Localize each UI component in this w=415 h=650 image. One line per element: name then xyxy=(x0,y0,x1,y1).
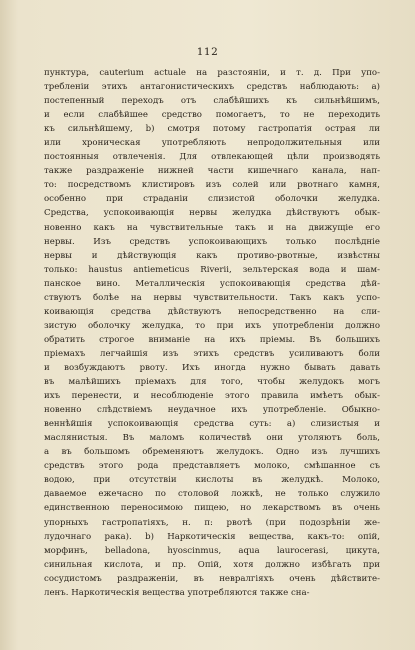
text-line: пріемахъ легчайшія изъ этихъ средствъ усиливаютъ боли xyxy=(44,348,380,359)
text-line: маслянистыя. Въ маломъ количествѣ они утоляютъ боль, xyxy=(44,433,380,444)
text-line: нервы. Изъ средствъ успокоивающихъ только послѣдніе xyxy=(44,236,380,247)
text-line: веннѣйшія успокоивающія средства суть: а) слизистыя и xyxy=(44,419,380,430)
text-line: панское вино. Металлическія успокоивающія средства дѣй- xyxy=(44,278,380,289)
text-line: упорныхъ гастропатіяхъ, н. п: рвотѣ (при подозрѣніи же- xyxy=(44,517,380,528)
text-line: коивающія средства дѣйствуютъ непосредственно на сли- xyxy=(44,306,380,317)
text-line: обратить строгое вниманіе на ихъ пріемы. Въ большихъ xyxy=(44,334,380,345)
text-line: то: посредствомъ клистировъ изъ солей или рвотнаго камня, xyxy=(44,180,380,191)
text-line: постепенный переходъ отъ слабѣйшихъ къ сильнѣйшимъ, xyxy=(44,96,380,107)
text-line: къ сильнѣйшему, b) смотря потому гастропатія острая ли xyxy=(44,124,380,135)
text-line: а въ большомъ обременяютъ желудокъ. Одно изъ лучшихъ xyxy=(44,447,380,458)
text-line: и возбуждаютъ рвоту. Ихъ иногда нужно бывать давать xyxy=(44,362,380,373)
text-line: и если слабѣйшее средство помогаетъ, то не переходить xyxy=(44,110,380,121)
text-line: зистую оболочку желудка, то при ихъ употребленіи должно xyxy=(44,320,380,331)
text-line: ихъ перенести, и несоблюденіе этого правила имѣетъ обык- xyxy=(44,391,380,402)
text-line: ствуютъ болѣе на нервы чувствительности. Такъ какъ успо- xyxy=(44,292,380,303)
text-line: только: haustus antiemeticus Riverii, зельтерская вода и шам- xyxy=(44,264,380,275)
text-line: или хроническая употребляють непродолжительныя или xyxy=(44,138,380,149)
text-line: Средства, успокоивающія нервы желудка дѣйствуютъ обык- xyxy=(44,208,380,219)
text-line: пунктура, cauterium actuale на разстояніи, и т. д. При упо- xyxy=(44,68,380,78)
text-line: также раздраженіе нижней части кишечнаго канала, нап- xyxy=(44,166,380,177)
text-line: особенно при страданіи слизистой оболочки желудка. xyxy=(44,194,380,205)
text-line: нервы и дѣйствующія какъ противо-рвотные, извѣстны xyxy=(44,250,380,261)
text-line: новенно какъ на чувствительные такъ и на движущіе его xyxy=(44,222,380,233)
text-line: постоянныя отвлеченія. Для отвлекающей цѣли производять xyxy=(44,152,380,163)
text-line: синильная кислота, и пр. Опій, хотя должно избѣгать при xyxy=(44,559,380,570)
text-line: новенно слѣдствіемъ неудачное ихъ употребленіе. Обыкно- xyxy=(44,405,380,416)
text-line: единственною переносимою пищею, но лекарствомъ въ очень xyxy=(44,503,380,514)
body-text xyxy=(44,66,380,600)
text-line: средствъ этого рода представляетъ молоко, смѣшанное съ xyxy=(44,461,380,472)
text-line: въ малѣйшихъ пріемахъ для того, чтобы желудокъ могъ xyxy=(44,377,380,388)
text-line: даваемое ежечасно по столовой ложкѣ, не только служило xyxy=(44,489,380,500)
page-number: 112 xyxy=(196,46,219,58)
text-line: лудочнаго рака). b) Наркотическія вещества, какъ-то: опій, xyxy=(44,531,380,542)
text-line: ленъ. Наркотическія вещества употребляются также сна- xyxy=(44,587,310,598)
text-line: водою, при отсутствіи кислоты въ желудкѣ. Молоко, xyxy=(44,475,380,486)
text-line: требленіи этихъ антагонистическихъ средствъ наблюдають: а) xyxy=(44,82,380,93)
text-line: сосудистомъ раздраженіи, въ невралгіяхъ очень дѣйствите- xyxy=(44,573,380,584)
text-line: морфинъ, belladona, hyoscinmus, aqua laurocerasi, цикута, xyxy=(44,545,380,556)
